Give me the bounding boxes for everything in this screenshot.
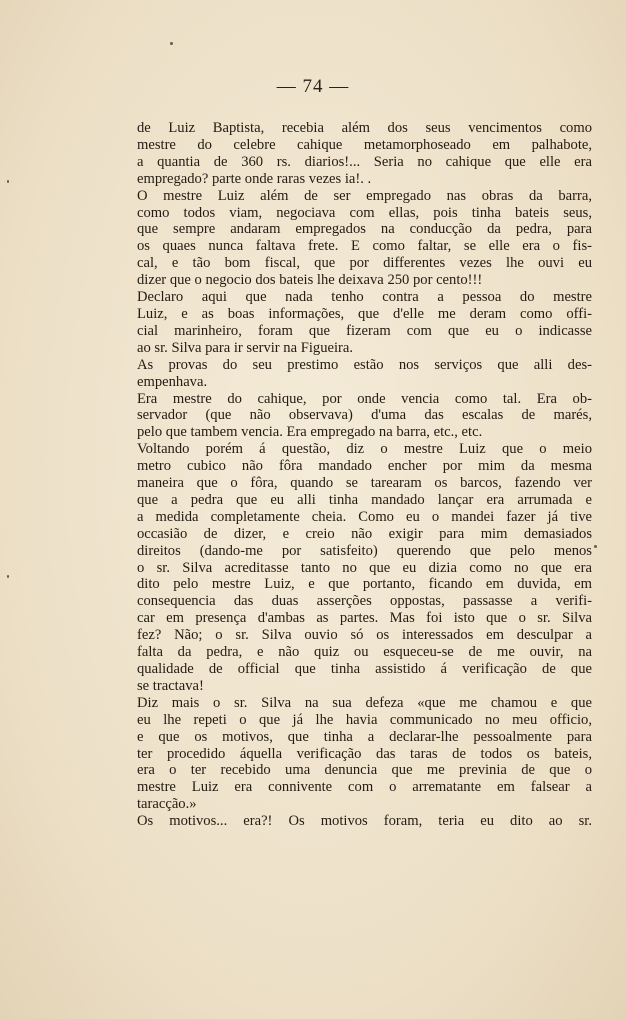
- text-line: falta da pedra, e não quiz ou esqueceu-se de me ouvir, na: [137, 644, 592, 661]
- text-line: empenhava.: [137, 373, 208, 390]
- text-line: fez? Não; o sr. Silva ouvio só os interessados em desculpar a: [137, 627, 592, 644]
- text-line: cal, e tão bom fiscal, que por differentes vezes lhe ouvi eu: [137, 255, 592, 272]
- text-line: direitos (dando-me por satisfeito) querendo que pelo menos: [137, 542, 592, 559]
- text-line: que sempre andaram empregados na conducção da pedra, para: [137, 221, 592, 238]
- text-line: servador (que não observava) d'uma das escalas de marés,: [137, 407, 592, 424]
- text-line: era o ter recebido uma denuncia que me previnia de que o: [137, 762, 592, 779]
- text-line: de Luiz Baptista, recebia além dos seus vencimentos como: [137, 120, 592, 136]
- text-line: qualidade de official que tinha assistido á verificação de que: [137, 661, 592, 677]
- ink-speck: [170, 42, 173, 45]
- text-line: Era mestre do cahique, por onde vencia como tal. Era ob-: [137, 390, 592, 407]
- text-line: ter procedido áquella verificação das taras de todos os bateis,: [137, 745, 592, 762]
- text-line: dizer que o negocio dos bateis lhe deixava 250 por cento!!!: [137, 272, 483, 289]
- text-line: mestre Luiz era connivente com o arrematante em falsear a: [137, 779, 592, 796]
- text-line: os quaes nunca faltava frete. E como faltar, se elle era o fis-: [137, 238, 592, 255]
- text-line: eu lhe repeti o que já lhe havia communicado no meu officio,: [137, 711, 592, 728]
- text-line: Declaro aqui que nada tenho contra a pessoa do mestre: [137, 289, 592, 306]
- text-line: a quantia de 360 rs. diarios!... Seria no cahique que elle era: [137, 153, 592, 170]
- text-line: e que os motivos, que tinha a declarar-lhe pessoalmente para: [137, 728, 592, 745]
- text-line: Luiz, e as boas informações, que d'elle me deram como offi-: [137, 305, 592, 322]
- text-line: que a pedra que eu alli tinha mandado lançar era arrumada e: [137, 491, 592, 508]
- text-line: dito pelo mestre Luiz, e que portanto, ficando em duvida, em: [137, 576, 592, 593]
- ink-speck: [7, 180, 9, 183]
- text-line: o sr. Silva acreditasse tanto no que eu dizia como no que era: [137, 559, 592, 576]
- text-line: a medida completamente cheia. Como eu o mandei fazer já tive: [137, 508, 592, 525]
- ink-speck: [7, 575, 9, 578]
- text-line: Diz mais o sr. Silva na sua defeza «que me chamou e que: [137, 694, 592, 711]
- text-line: As provas do seu prestimo estão nos serviços que alli des-: [137, 356, 592, 373]
- text-line: se tractava!: [137, 677, 204, 694]
- text-line: occasião de dizer, e creio não exigir para mim demasiados: [137, 525, 592, 542]
- text-line: Os motivos... era?! Os motivos foram, teria eu dito ao sr.: [137, 813, 592, 830]
- body-text: [137, 120, 592, 830]
- text-line: O mestre Luiz além de ser empregado nas obras da barra,: [137, 187, 592, 204]
- text-line: car em presença d'ambas as partes. Mas foi isto que o sr. Silva: [137, 610, 592, 627]
- ink-speck: [594, 545, 597, 548]
- page-number: — 74 —: [276, 76, 350, 97]
- text-line: ao sr. Silva para ir servir na Figueira.: [137, 339, 354, 356]
- text-line: Voltando porém á questão, diz o mestre Luiz que o meio: [137, 441, 592, 458]
- text-line: empregado? parte onde raras vezes ia!. .: [137, 170, 372, 187]
- text-line: como todos viam, negociava com ellas, pois tinha bateis seus,: [137, 204, 592, 221]
- text-line: mestre do celebre cahique metamorphoseado em palhabote,: [137, 136, 592, 153]
- text-line: metro cubico não fôra mandado encher por mim da mesma: [137, 458, 592, 475]
- text-line: maneira que o fôra, quando se tarearam os barcos, fazendo ver: [137, 475, 592, 492]
- text-line: taracção.»: [137, 796, 197, 813]
- text-line: pelo que tambem vencia. Era empregado na barra, etc., etc.: [137, 424, 483, 441]
- text-line: cial marinheiro, foram que fizeram com que eu o indicasse: [137, 322, 592, 339]
- text-line: consequencia das duas asserções oppostas, passasse a verifi-: [137, 593, 592, 610]
